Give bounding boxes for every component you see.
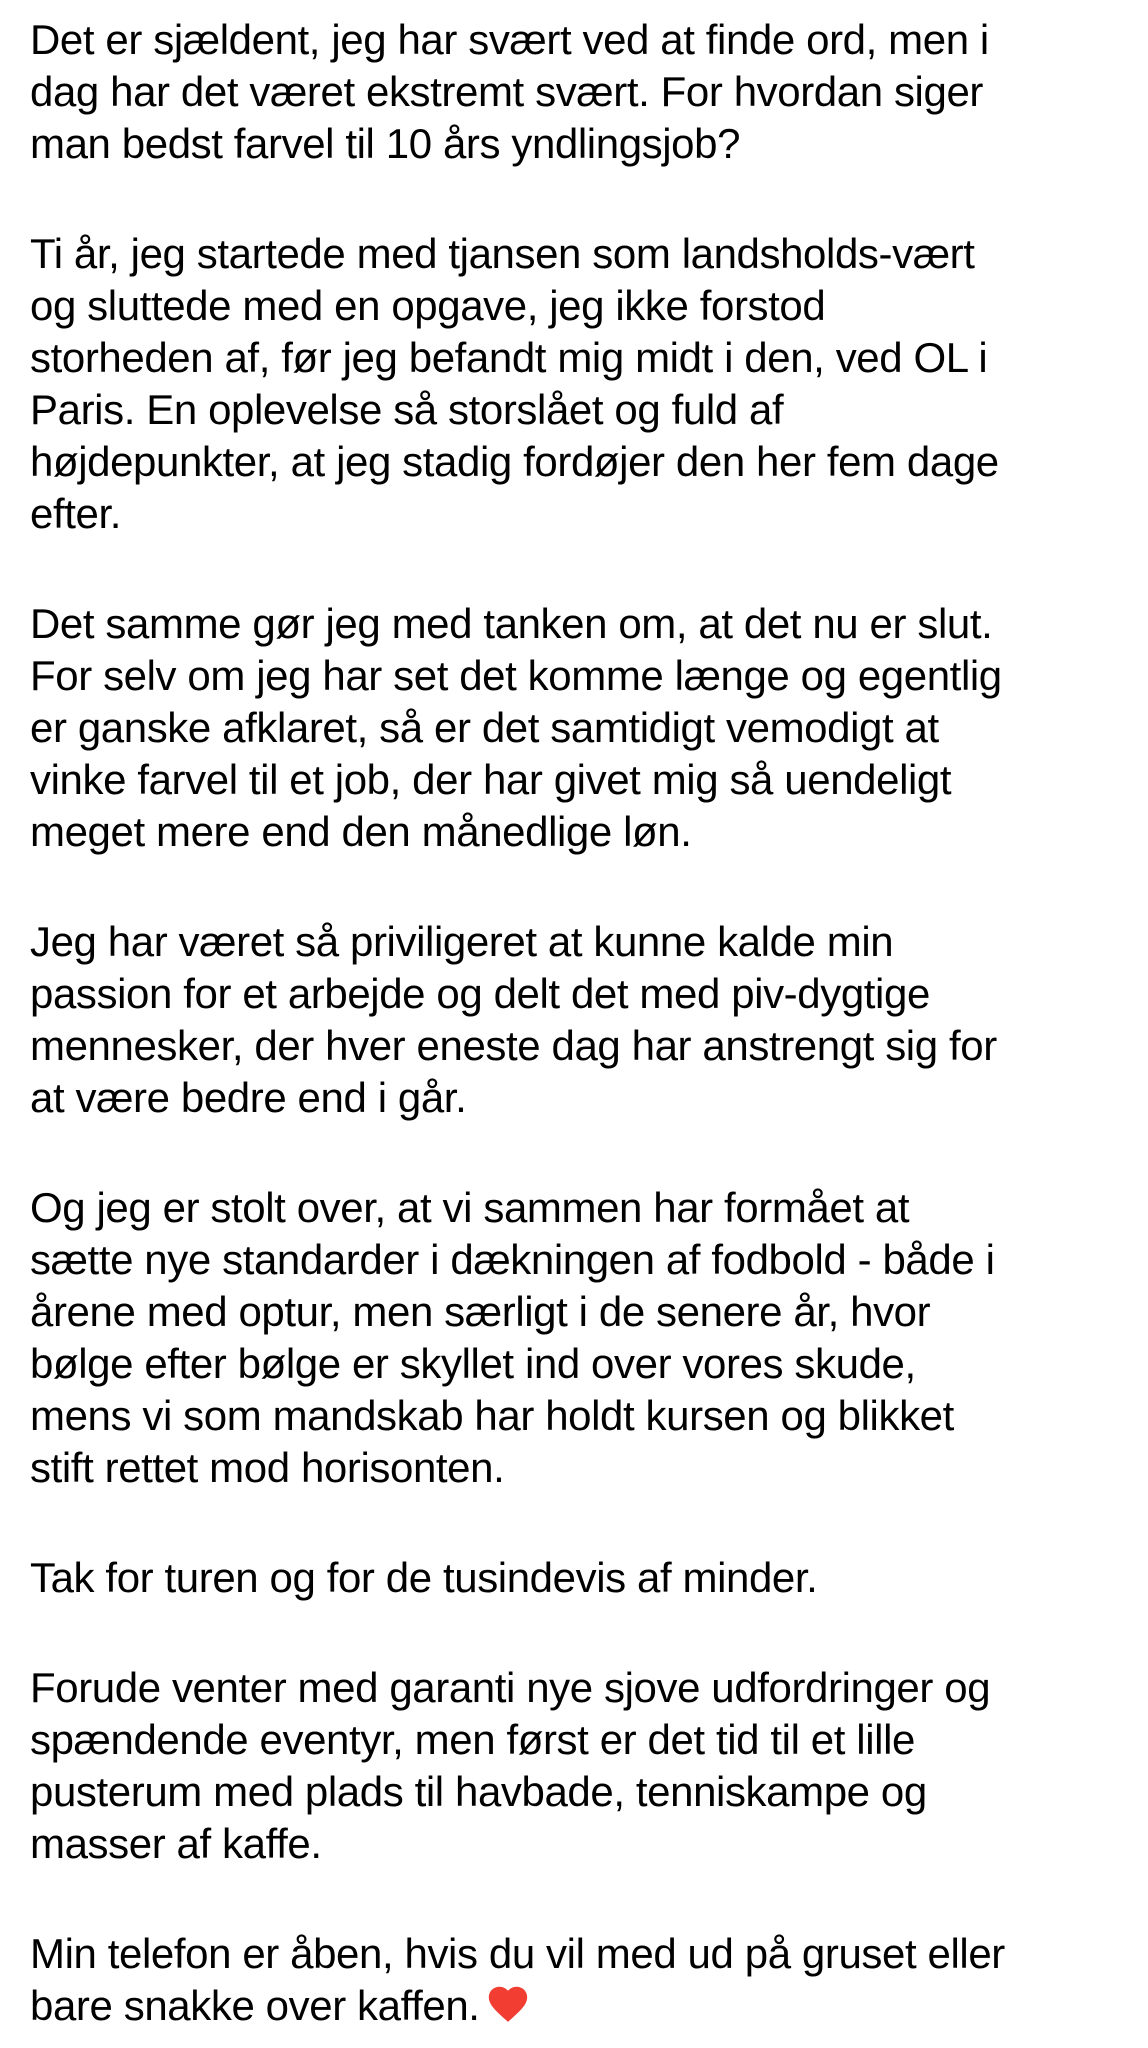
text-line: meget mere end den månedlige løn. bbox=[30, 808, 692, 855]
paragraph bbox=[30, 1662, 1128, 1870]
paragraph bbox=[30, 598, 1128, 858]
text-line: vinke farvel til et job, der har givet mig så uendeligt bbox=[30, 756, 952, 803]
text-line: spændende eventyr, men først er det tid til et lille bbox=[30, 1716, 915, 1763]
text-line: stift rettet mod horisonten. bbox=[30, 1444, 505, 1491]
paragraph bbox=[30, 1552, 1128, 1604]
text-line: Tak for turen og for de tusindevis af minder. bbox=[30, 1554, 818, 1601]
text-line: bølge efter bølge er skyllet ind over vores skude, bbox=[30, 1340, 916, 1387]
text-line: Jeg har været så priviligeret at kunne kalde min bbox=[30, 918, 894, 965]
text-line: Det samme gør jeg med tanken om, at det nu er slut. bbox=[30, 600, 993, 647]
text-line: efter. bbox=[30, 490, 121, 537]
text-line: pusterum med plads til havbade, tenniskampe og bbox=[30, 1768, 927, 1815]
text-line: storheden af, før jeg befandt mig midt i den, ved OL i bbox=[30, 334, 988, 381]
text-line: at være bedre end i går. bbox=[30, 1074, 467, 1121]
text-line: passion for et arbejde og delt det med piv-dygtige bbox=[30, 970, 930, 1017]
text-line: Det er sjældent, jeg har svært ved at finde ord, men i bbox=[30, 16, 989, 63]
text-line: dag har det været ekstremt svært. For hvordan siger bbox=[30, 68, 983, 115]
text-line: bare snakke over kaffen. bbox=[30, 1980, 1128, 2039]
paragraph bbox=[30, 1182, 1128, 1494]
text-line: Paris. En oplevelse så storslået og fuld af bbox=[30, 386, 784, 433]
text-line: Og jeg er stolt over, at vi sammen har formået at bbox=[30, 1184, 910, 1231]
paragraph bbox=[30, 228, 1128, 540]
text-line: man bedst farvel til 10 års yndlingsjob? bbox=[30, 120, 741, 167]
text-line: mens vi som mandskab har holdt kursen og blikket bbox=[30, 1392, 954, 1439]
text-line: højdepunkter, at jeg stadig fordøjer den her fem dage bbox=[30, 438, 999, 485]
text-line: Ti år, jeg startede med tjansen som landsholds-vært bbox=[30, 230, 975, 277]
text-line: og sluttede med en opgave, jeg ikke forstod bbox=[30, 282, 826, 329]
paragraph bbox=[30, 1928, 1128, 2039]
text-line: For selv om jeg har set det komme længe og egentlig bbox=[30, 652, 1002, 699]
paragraph bbox=[30, 916, 1128, 1124]
paragraph bbox=[30, 14, 1128, 170]
text-line: er ganske afklaret, så er det samtidigt vemodigt at bbox=[30, 704, 939, 751]
text-line: Min telefon er åben, hvis du vil med ud på gruset eller bbox=[30, 1930, 1005, 1977]
text-line: Forude venter med garanti nye sjove udfordringer og bbox=[30, 1664, 991, 1711]
text-line: mennesker, der hver eneste dag har anstrengt sig for bbox=[30, 1022, 997, 1069]
red-heart-icon bbox=[485, 1981, 531, 2039]
text-line: årene med optur, men særligt i de senere år, hvor bbox=[30, 1288, 931, 1335]
text-line: sætte nye standarder i dækningen af fodbold - både i bbox=[30, 1236, 995, 1283]
text-line: masser af kaffe. bbox=[30, 1820, 322, 1867]
